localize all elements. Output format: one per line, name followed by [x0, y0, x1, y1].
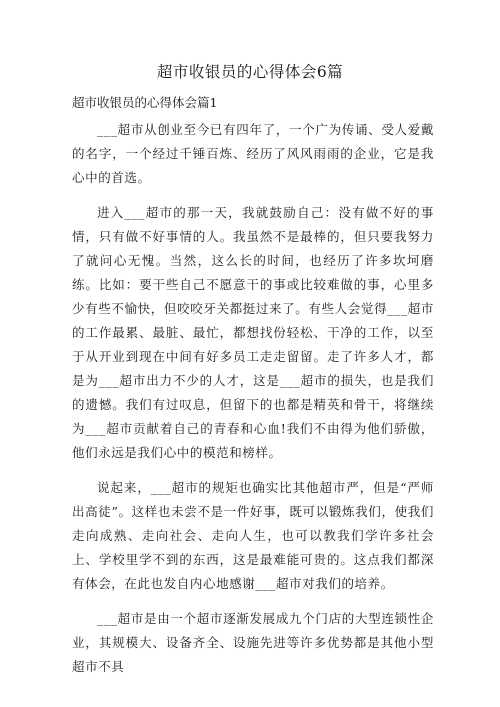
paragraph-1: ___超市从创业至今已有四年了，一个广为传诵、受人爱戴的名字，一个经过千锤百炼、经历了风风雨雨的企业，它是我心中的首选。 [72, 122, 434, 185]
document-title: 超市收银员的心得体会6篇 [156, 63, 344, 81]
document-body [72, 118, 434, 690]
section-heading: 超市收银员的心得体会篇1 [72, 95, 218, 110]
paragraph-4: ___超市是由一个超市逐渐发展成九个门店的大型连锁性企业，其规模大、设备齐全、设施先进等许多优势都是其他小型超市不具 [72, 611, 434, 674]
paragraph-3: 说起来，___超市的规矩也确实比其他超市严，但是“严师出高徒”。这样也未尝不是一件好事，既可以锻炼我们，使我们走向成熟、走向社会、走向人生，也可以教我们学许多社会上、学校里学不到的东西，这是最难能可贵的。这点我们都深有体会，在此也发自内心地感谢___超市对我们的培养。 [72, 480, 434, 591]
paragraph-2: 进入___超市的那一天，我就鼓励自己：没有做不好的事情，只有做不好事情的人。我虽然不是最棒的，但只要我努力了就问心无愧。当然，这么长的时间，也经历了许多坎坷磨练。比如：要干些自己不愿意干的事或比较难做的事，心里多少有些不愉快，但咬咬牙关都挺过来了。有些人会觉得___超市的工作最累、最脏、最忙，都想找份轻松、干净的工作，以至于从开业到现在中间有好多员工走走留留。走了许多人才，都是为___超市出力不少的人才，这是___超市的损失，也是我们的遗憾。我们有过叹息，但留下的也都是精英和骨干，将继续为___超市贡献着自己的青春和心血!我们不由得为他们骄傲，他们永远是我们心中的模范和榜样。 [72, 205, 434, 460]
